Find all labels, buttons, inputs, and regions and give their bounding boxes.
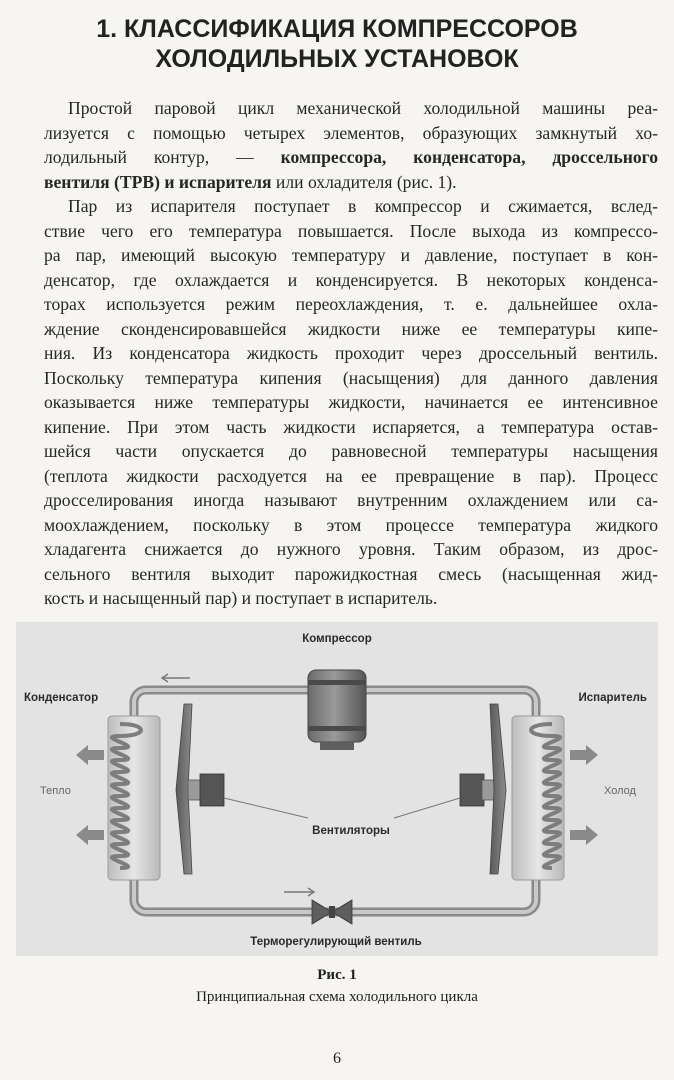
paragraph2-line: хладагента снижается до нужного уровня. Таким образом, из дрос- [44,539,658,559]
page-title [0,14,674,74]
paragraph2-line: торах используется режим переохлаждения, т. е. дальнейшее охла- [44,294,658,314]
paragraph1-line [44,145,658,170]
paragraph1-bold-text: вентиля (ТРВ) и испарителя [44,171,272,192]
paragraph2-line: Пар из испарителя поступает в компрессор и сжимается, вслед- [68,196,658,216]
condenser-coil [108,716,160,880]
compressor [308,670,366,750]
paragraph2-line: Поскольку температура кипения (насыщения) для данного давления [44,367,658,388]
body-text [44,96,658,611]
evaporator-coil [512,716,564,880]
paragraph2-line: ждение сконденсировавшейся жидкости ниже ее температуры кипе- [44,318,658,339]
paragraph2-line: дросселирования иногда называют внутренним охлаждением или са- [44,490,658,510]
paragraph2-line: моохлаждением, поскольку в этом процессе температура жидкого [44,514,658,535]
figure-caption: Принципиальная схема холодильного цикла [196,989,478,1005]
title-line-1: 1. КЛАССИФИКАЦИЯ КОМПРЕССОРОВ [96,15,578,43]
label-compressor: Компрессор [302,633,372,645]
paragraph2-line: кость и насыщенный пар) и поступает в испаритель. [44,588,438,608]
flow-arrow-top [162,674,190,682]
paragraph2-line: ствие чего его температура повышается. После выхода из компрессо- [44,220,658,241]
paragraph1-text: или охладителя (рис. 1). [271,171,457,192]
diagram-svg [16,622,658,956]
cold-arrows [570,745,598,845]
paragraph1-text: лодильный контур, — [44,147,281,167]
figure-number: Рис. 1 [317,967,357,983]
paragraph2-line: ния. Из конденсатора жидкость проходит через дроссельный вентиль. [44,343,658,363]
paragraph1-line: лизуется с помощью четырех элементов, образующих замкнутый хо- [44,122,658,143]
title-line-2: ХОЛОДИЛЬНЫХ УСТАНОВОК [155,45,519,73]
label-evaporator: Испаритель [578,692,647,704]
paragraph2-line: кипение. При этом часть жидкости испаряется, а температура остав- [44,416,658,437]
paragraph2-line: шейся части опускается до равновесной температуры насыщения [44,441,658,461]
condenser-fan [176,704,224,874]
label-cold: Холод [604,785,636,797]
expansion-valve [312,900,352,924]
paragraph2-line: денсатор, где охлаждается и конденсируется. В некоторых конденса- [44,269,658,290]
paragraph2-line: (теплота жидкости расходуется на ее превращение в пар). Процесс [44,465,658,486]
fans-leader-lines [224,798,460,818]
paragraph1-line [44,170,658,195]
paragraph2-line: сельного вентиля выходит парожидкостная смесь (насыщенная жид- [44,563,658,584]
paragraph1-bold-text: компрессора, конденсатора, дроссельного [280,147,658,167]
page-number: 6 [333,1050,341,1067]
label-fans: Вентиляторы [312,825,390,837]
paragraph2-line: ра пар, имеющий высокую температуру и давление, поступает в кон- [44,245,658,265]
label-condenser: Конденсатор [24,692,99,704]
paragraph2-line: оказывается ниже температуры жидкости, начинается ее интенсивное [44,392,658,412]
label-valve: Терморегулирующий вентиль [250,936,422,948]
heat-arrows [76,745,104,845]
flow-arrow-bottom [284,888,314,896]
refrigeration-cycle-diagram [16,622,658,956]
label-heat: Тепло [40,785,71,797]
paragraph1-line: Простой паровой цикл механической холодильной машины реа- [68,98,658,118]
evaporator-fan [460,704,506,874]
